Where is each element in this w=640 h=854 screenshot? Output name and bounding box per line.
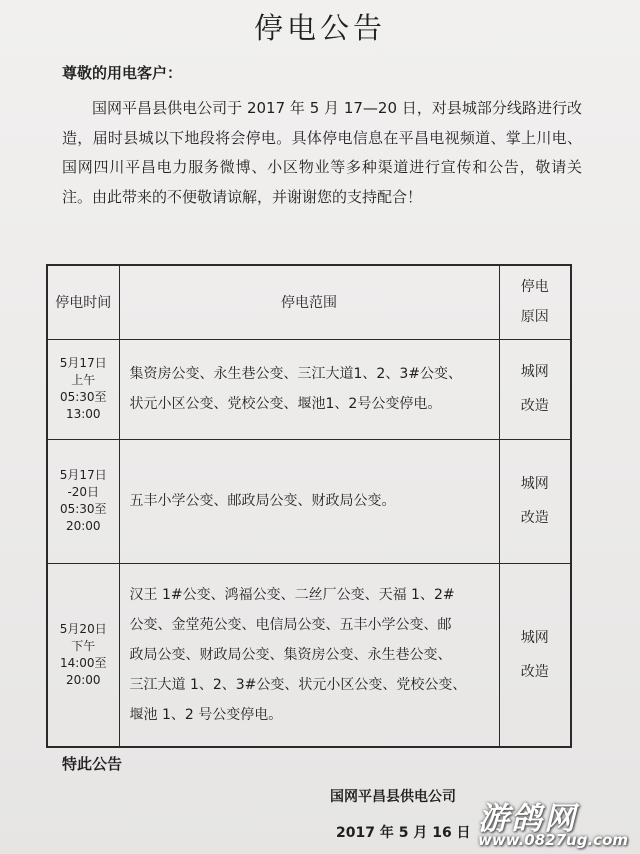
- body-paragraph: 国网平昌县供电公司于 2017 年 5 月 17—20 日，对县城部分线路进行改造，届时县城以下地段将会停电。具体停电信息在平昌电视频道、掌上川电、国网四川平昌电力服务微博、小区物业等多种渠道进行宣传和公告，敬请关注。由此带来的不便敬请谅解，并谢谢您的支持配合！: [62, 99, 582, 206]
- reason-line: 改造: [520, 510, 549, 526]
- range-line: 公变、金堂苑公变、电信局公变、五丰小学公变、邮: [129, 616, 452, 633]
- greeting: 尊敬的用电客户：: [62, 64, 183, 82]
- range-line: 状元小区公变、党校公变、堰池1、2号公变停电。: [129, 396, 442, 412]
- time-line: 20:00: [65, 519, 101, 533]
- time-line: 上午: [71, 373, 96, 387]
- time-line: 5月17日: [59, 356, 107, 370]
- time-cell: [47, 439, 119, 563]
- issue-date: 2017 年 5 月 16 日: [336, 825, 471, 841]
- page-title: 停电公告: [253, 11, 386, 45]
- range-line: 五丰小学公变、邮政局公变、财政局公变。: [129, 493, 396, 509]
- range-line: 政局公变、财政局公变、集资房公变、永生巷公变、: [129, 646, 452, 663]
- outage-table: [46, 264, 572, 748]
- reason-line: 城网: [520, 364, 549, 380]
- table-row: [47, 339, 571, 439]
- reason-line: 城网: [520, 476, 549, 492]
- reason-cell: [499, 563, 571, 747]
- range-line: 汉王 1#公变、鸿福公变、二丝厂公变、天福 1、2#: [129, 586, 455, 603]
- header-reason: [499, 265, 571, 339]
- range-cell: [119, 339, 499, 439]
- table-row: [47, 563, 571, 747]
- table-row: [47, 439, 571, 563]
- range-line: 集资房公变、永生巷公变、三江大道1、2、3#公变、: [129, 366, 462, 382]
- header-reason-line: 停电: [520, 279, 549, 296]
- time-line: 13:00: [65, 407, 101, 421]
- closing-remark: 特此公告: [62, 755, 123, 773]
- watermark-url: www.0827ug.com: [478, 831, 628, 849]
- signer: 国网平昌县供电公司: [330, 789, 456, 805]
- header-reason-line: 原因: [520, 309, 549, 326]
- time-line: 5月17日: [59, 468, 107, 482]
- reason-cell: [499, 439, 571, 563]
- reason-line: 改造: [520, 663, 549, 680]
- header-range: 停电范围: [119, 265, 499, 339]
- time-line: 05:30至: [59, 502, 107, 516]
- time-line: 20:00: [65, 672, 101, 687]
- time-line: -20日: [67, 485, 100, 499]
- range-cell: [119, 563, 499, 747]
- time-line: 05:30至: [59, 390, 107, 404]
- table-header-row: [47, 265, 571, 339]
- time-line: 14:00至: [59, 655, 107, 670]
- time-line: 下午: [71, 638, 96, 653]
- time-line: 5月20日: [59, 621, 107, 636]
- reason-cell: [499, 339, 571, 439]
- watermark-logo: 游鸽网: [478, 801, 577, 837]
- range-cell: [119, 439, 499, 563]
- header-time: 停电时间: [47, 265, 119, 339]
- reason-line: 改造: [520, 398, 549, 414]
- time-cell: [47, 339, 119, 439]
- range-line: 堰池 1、2 号公变停电。: [129, 706, 283, 723]
- range-line: 三江大道 1、2、3#公变、状元小区公变、党校公变、: [129, 676, 467, 693]
- reason-line: 城网: [520, 629, 549, 646]
- time-cell: [47, 563, 119, 747]
